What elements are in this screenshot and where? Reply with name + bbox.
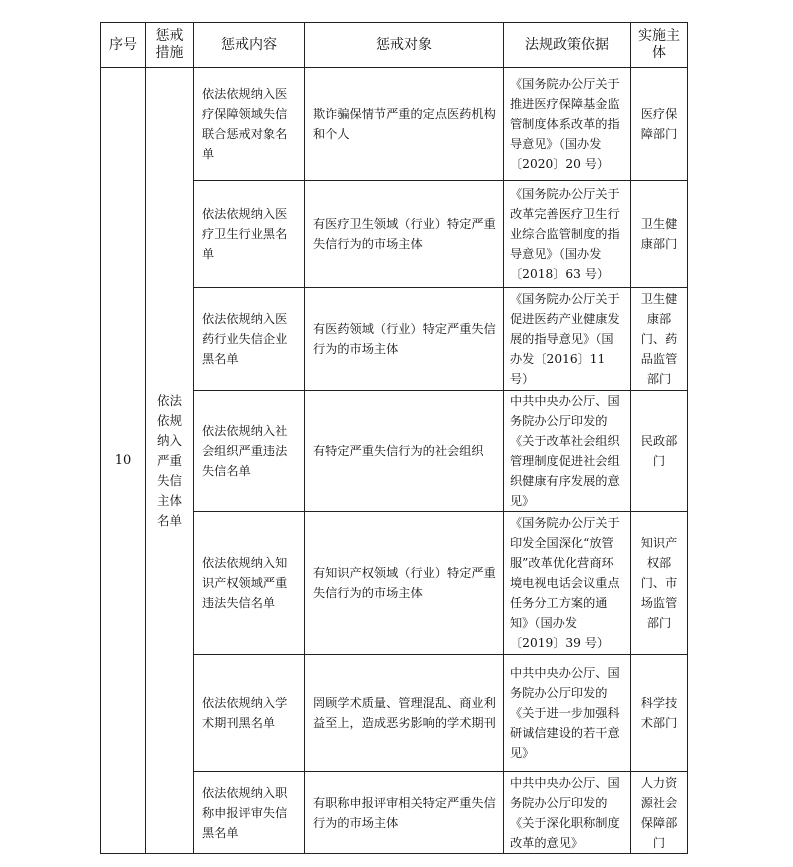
executor-cell: 卫生健康部门 (631, 181, 688, 288)
content-cell: 依法依规纳入社会组织严重违法失信名单 (194, 391, 305, 512)
row-number-cell: 10 (101, 68, 146, 854)
target-cell: 有医药领域（行业）特定严重失信行为的市场主体 (305, 288, 504, 391)
executor-cell: 人力资源社会保障部门 (631, 772, 688, 854)
header-target: 惩戒对象 (305, 23, 504, 68)
executor-cell: 医疗保障部门 (631, 68, 688, 181)
content-cell: 依法依规纳入医疗保障领域失信联合惩戒对象名单 (194, 68, 305, 181)
content-cell: 依法依规纳入职称申报评审失信黑名单 (194, 772, 305, 854)
measure-cell (146, 68, 194, 854)
executor-cell: 民政部门 (631, 391, 688, 512)
target-cell: 有特定严重失信行为的社会组织 (305, 391, 504, 512)
content-cell: 依法依规纳入知识产权领域严重违法失信名单 (194, 512, 305, 655)
content-cell: 依法依规纳入医疗卫生行业黑名单 (194, 181, 305, 288)
basis-cell: 《国务院办公厅关于推进医疗保障基金监管制度体系改革的指导意见》（国办发〔2020〕20 号） (504, 68, 631, 181)
header-measure: 惩戒措施 (146, 23, 194, 68)
header-row (101, 23, 688, 68)
header-basis: 法规政策依据 (504, 23, 631, 68)
measure-text: 依法依规纳入严重失信主体名单 (156, 392, 182, 528)
header-executor: 实施主体 (631, 23, 688, 68)
content-cell: 依法依规纳入学术期刊黑名单 (194, 655, 305, 772)
executor-cell: 知识产权部门、市场监管部门 (631, 512, 688, 655)
target-cell: 欺诈骗保情节严重的定点医药机构和个人 (305, 68, 504, 181)
target-cell: 有医疗卫生领域（行业）特定严重失信行为的市场主体 (305, 181, 504, 288)
basis-cell: 中共中央办公厅、国务院办公厅印发的《关于深化职称制度改革的意见》 (504, 772, 631, 854)
basis-cell: 中共中央办公厅、国务院办公厅印发的《关于进一步加强科研诚信建设的若干意见》 (504, 655, 631, 772)
basis-cell: 《国务院办公厅关于印发全国深化“放管服”改革优化营商环境电视电话会议重点任务分工方案的通知》（国办发〔2019〕39 号） (504, 512, 631, 655)
executor-cell: 科学技术部门 (631, 655, 688, 772)
content-cell: 依法依规纳入医药行业失信企业黑名单 (194, 288, 305, 391)
penalty-measures-table (100, 22, 688, 854)
basis-cell: 中共中央办公厅、国务院办公厅印发的《关于改革社会组织管理制度促进社会组织健康有序发展的意见》 (504, 391, 631, 512)
target-cell: 有职称申报评审相关特定严重失信行为的市场主体 (305, 772, 504, 854)
basis-cell: 《国务院办公厅关于改革完善医疗卫生行业综合监管制度的指导意见》（国办发〔2018〕63 号） (504, 181, 631, 288)
target-cell: 有知识产权领域（行业）特定严重失信行为的市场主体 (305, 512, 504, 655)
target-cell: 罔顾学术质量、管理混乱、商业利益至上，造成恶劣影响的学术期刊 (305, 655, 504, 772)
basis-cell: 《国务院办公厅关于促进医药产业健康发展的指导意见》（国办发〔2016〕11 号） (504, 288, 631, 391)
table-row (101, 68, 688, 181)
executor-cell: 卫生健康部门、药品监管部门 (631, 288, 688, 391)
header-content: 惩戒内容 (194, 23, 305, 68)
header-serial: 序号 (101, 23, 146, 68)
